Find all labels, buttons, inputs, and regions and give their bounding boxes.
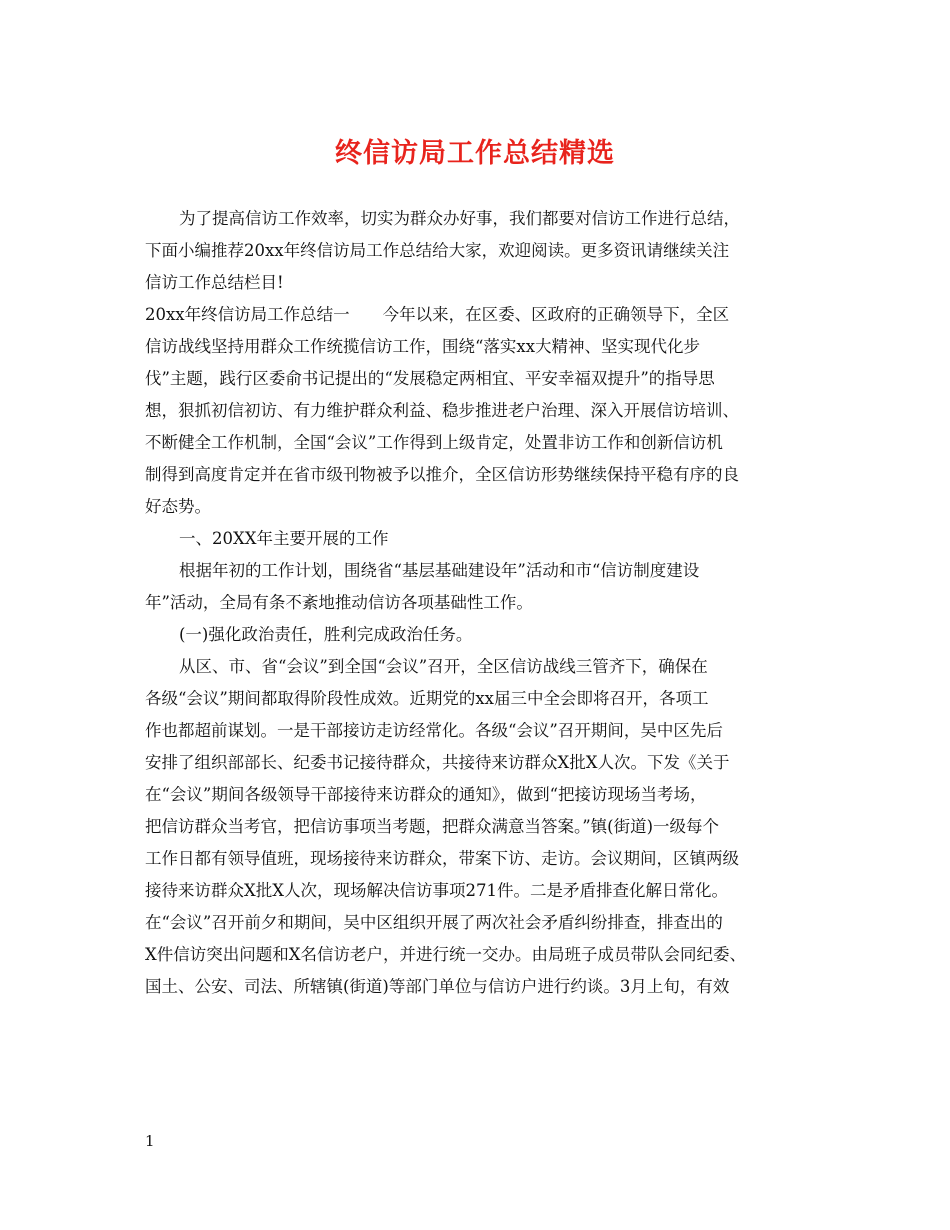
text-line: 从区、市、省“会议”到全国“会议”召开，全区信访战线三管齐下，确保在 (179, 657, 708, 676)
document-body (145, 203, 825, 1003)
text-line: 工作日都有领导值班，现场接待来访群众，带案下访、走访。会议期间，区镇两级 (145, 849, 739, 868)
text-line: 为了提高信访工作效率，切实为群众办好事，我们都要对信访工作进行总结， (179, 209, 740, 228)
text-line: 年”活动，全局有条不紊地推动信访各项基础性工作。 (145, 593, 533, 612)
text-line: 各级“会议”期间都取得阶段性成效。近期党的xx届三中全会即将召开，各项工 (145, 689, 709, 708)
text-line: 制得到高度肯定并在省市级刊物被予以推介，全区信访形势继续保持平稳有序的良 (145, 465, 739, 484)
text-line: X件信访突出问题和X名信访老户，并进行统一交办。由局班子成员带队会同纪委、 (145, 945, 746, 964)
text-line: 在“会议”期间各级领导干部接待来访群众的通知》，做到“把接访现场当考场， (145, 785, 707, 804)
subsection-heading: (一)强化政治责任，胜利完成政治任务。 (179, 625, 473, 644)
page-number: 1 (145, 1132, 155, 1150)
text-line: 接待来访群众X批X人次，现场解决信访事项271件。二是矛盾排查化解日常化。 (145, 881, 728, 900)
section-heading: 一、20XX年主要开展的工作 (179, 529, 389, 548)
text-line: 20xx年终信访局工作总结一 今年以来，在区委、区政府的正确领导下，全区 (145, 305, 730, 324)
text-line: 不断健全工作机制，全国“会议”工作得到上级肯定，处置非访工作和创新信访机 (145, 433, 723, 452)
text-line: 安排了组织部部长、纪委书记接待群众，共接待来访群众X批X人次。下发《关于 (145, 753, 730, 772)
text-line: 信访战线坚持用群众工作统揽信访工作，围绕“落实xx大精神、坚实现代化步 (145, 337, 701, 356)
text-line: 根据年初的工作计划，围绕省“基层基础建设年”活动和市“信访制度建设 (179, 561, 700, 580)
text-line: 把信访群众当考官，把信访事项当考题，把群众满意当答案。”镇(街道)一级每个 (145, 817, 720, 836)
document-title: 终信访局工作总结精选 (335, 138, 615, 169)
text-line: 好态势。 (145, 497, 211, 516)
text-line: 伐”主题，践行区委俞书记提出的“发展稳定两相宜、平安幸福双提升”的指导思 (145, 369, 715, 388)
text-line: 作也都超前谋划。一是干部接访走访经常化。各级“会议”召开期间，吴中区先后 (145, 721, 723, 740)
text-line: 信访工作总结栏目! (145, 273, 284, 292)
text-line: 在“会议”召开前夕和期间，吴中区组织开展了两次社会矛盾纠纷排查，排查出的 (145, 913, 723, 932)
text-line: 想，狠抓初信初访、有力维护群众利益、稳步推进老户治理、深入开展信访培训、 (145, 401, 739, 420)
text-line: 国土、公安、司法、所辖镇(街道)等部门单位与信访户进行约谈。3月上旬，有效 (145, 977, 730, 996)
text-line: 下面小编推荐20xx年终信访局工作总结给大家，欢迎阅读。更多资讯请继续关注 (145, 241, 730, 260)
